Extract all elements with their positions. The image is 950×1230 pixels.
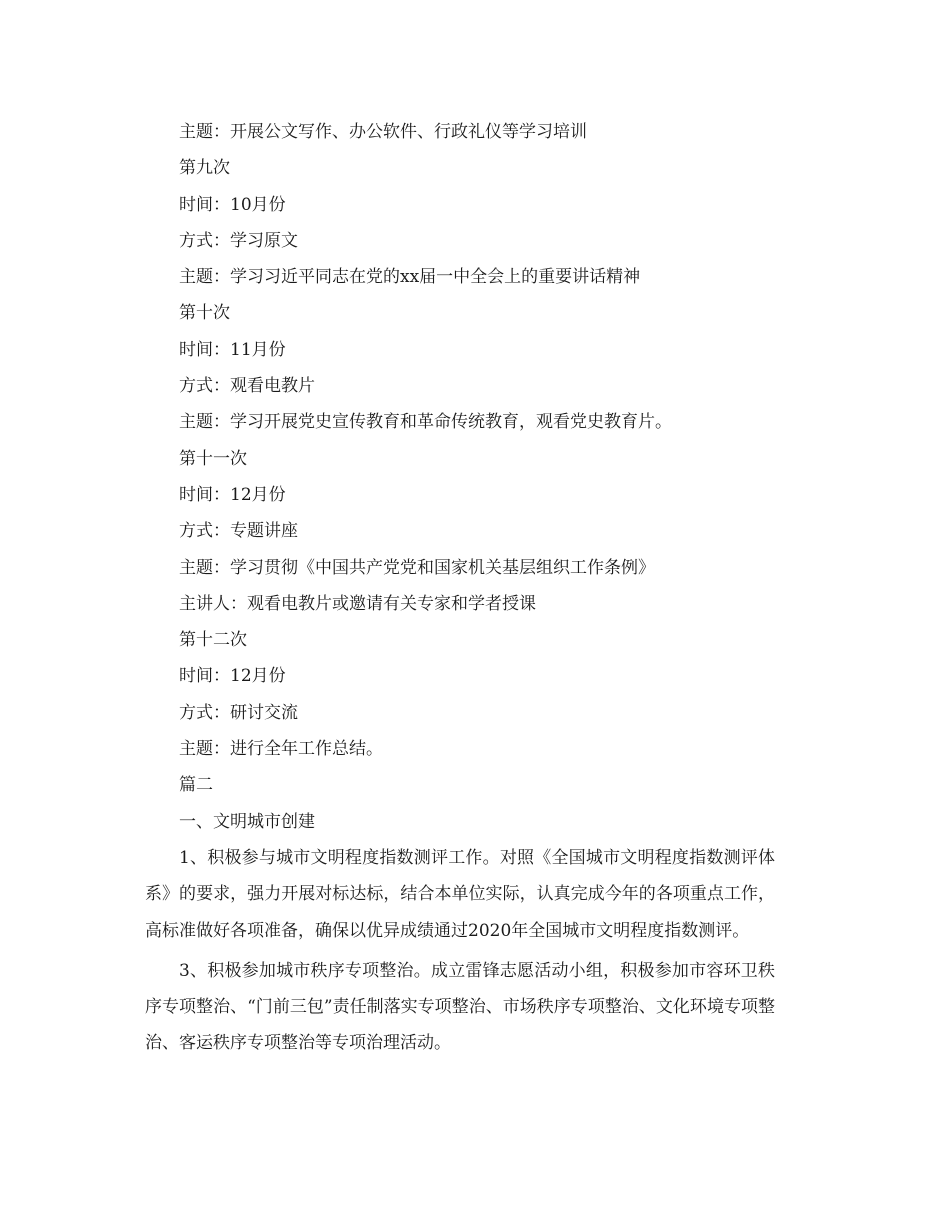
- document-body: [145, 114, 809, 1062]
- body-paragraph: 1、积极参与城市文明程度指数测评工作。对照《全国城市文明程度指数测评体系》的要求，强力开展对标达标，结合本单位实际，认真完成今年的各项重点工作，高标准做好各项准备，确保以优异成绩通过2020年全国城市文明程度指数测评。: [145, 847, 775, 941]
- section-heading: 第十一次: [179, 448, 247, 469]
- section-heading: 第十次: [179, 303, 230, 324]
- text-line: 主讲人：观看电教片或邀请有关专家和学者授课: [179, 593, 536, 614]
- paragraph-group: [145, 840, 775, 1062]
- text-line: 时间：12月份: [179, 484, 286, 505]
- text-line: 时间：12月份: [179, 666, 286, 687]
- text-line: 主题：学习贯彻《中国共产党党和国家机关基层组织工作条例》: [179, 557, 655, 578]
- text-line: 时间：11月份: [179, 339, 286, 360]
- part-heading: 篇二: [179, 775, 213, 796]
- text-line: 主题：开展公文写作、办公软件、行政礼仪等学习培训: [179, 122, 587, 142]
- text-line: 主题：学习开展党史宣传教育和革命传统教育，观看党史教育片。: [179, 412, 672, 433]
- text-line: 方式：学习原文: [179, 230, 298, 251]
- section-heading: 一、文明城市创建: [179, 811, 315, 832]
- body-paragraph: 3、积极参加城市秩序专项整治。成立雷锋志愿活动小组，积极参加市容环卫秩序专项整治、“门前三包”责任制落实专项整治、市场秩序专项整治、文化环境专项整治、客运秩序专项整治等专项治理活动。: [145, 960, 775, 1054]
- text-line: 主题：学习习近平同志在党的xx届一中全会上的重要讲话精神: [179, 267, 641, 288]
- text-line: 方式：专题讲座: [179, 521, 298, 542]
- section-heading: 第十二次: [179, 630, 247, 651]
- text-line: 主题：进行全年工作总结。: [179, 739, 383, 760]
- section-heading: 第九次: [179, 158, 230, 179]
- text-line: 方式：研讨交流: [179, 702, 298, 723]
- text-line: 方式：观看电教片: [179, 376, 315, 397]
- text-line: 时间：10月份: [179, 194, 286, 215]
